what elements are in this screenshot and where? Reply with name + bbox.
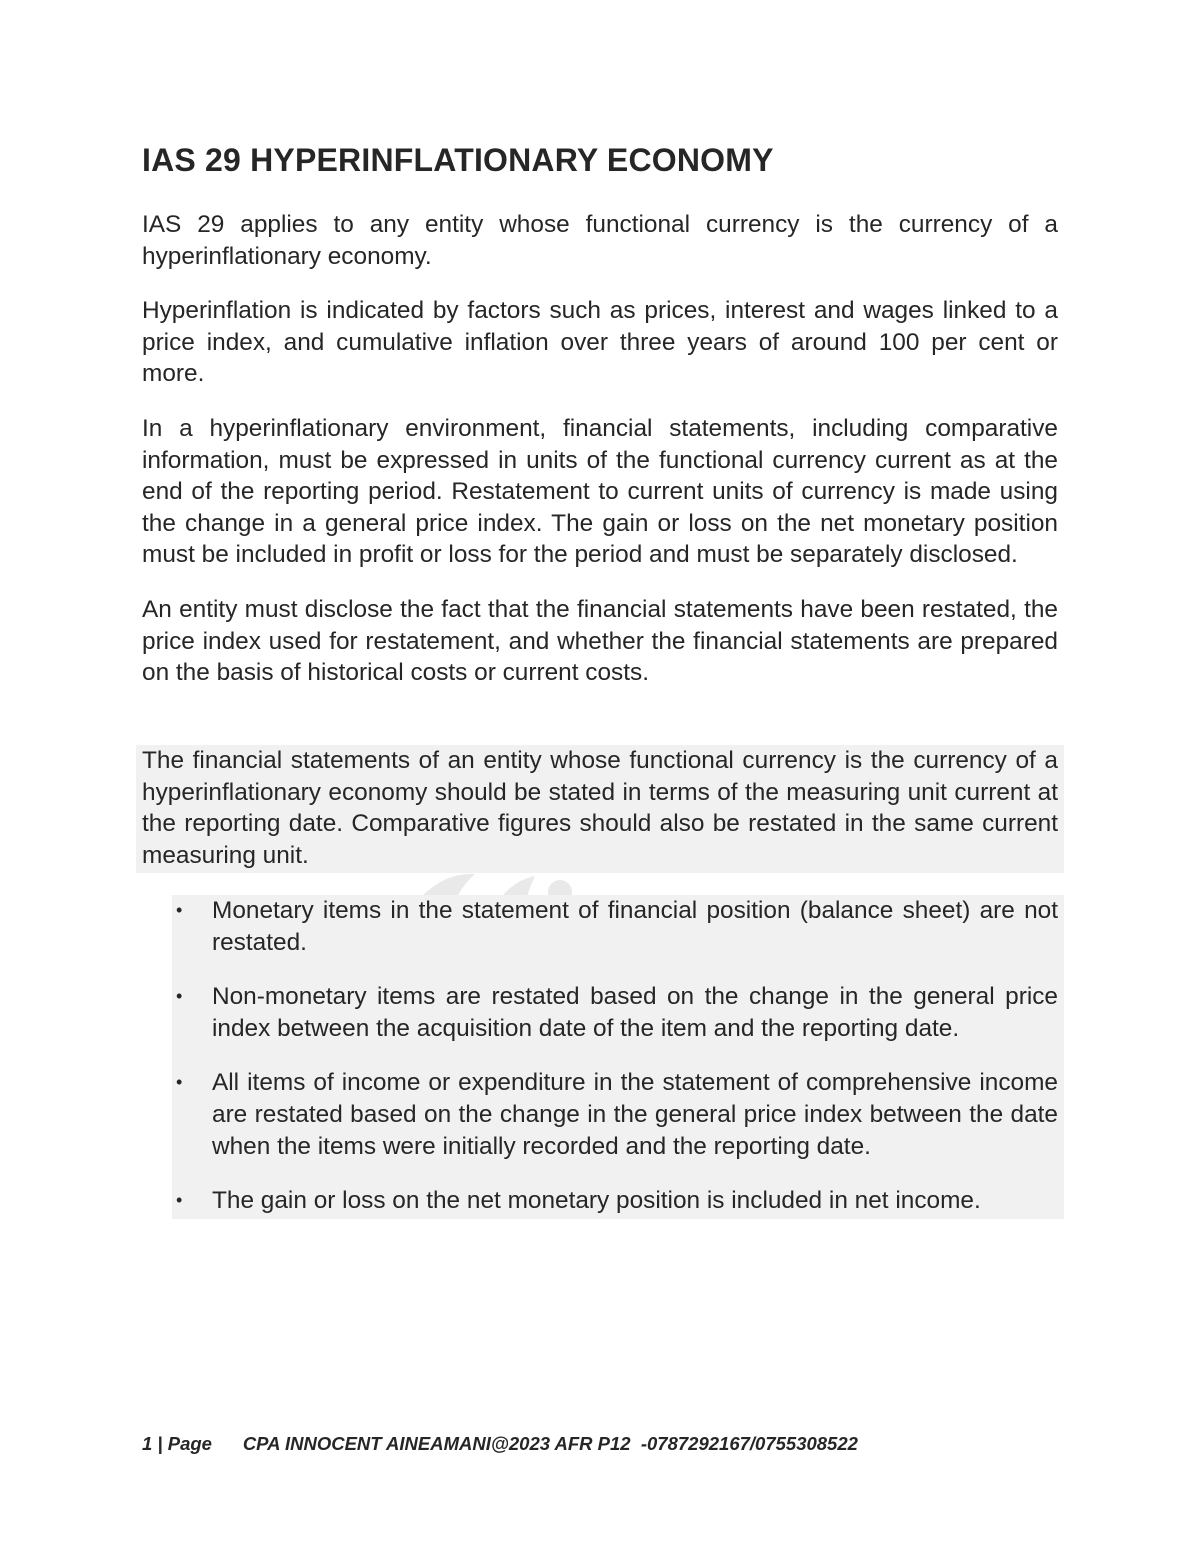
document-body	[142, 209, 1058, 712]
list-item-text: All items of income or expenditure in the statement of comprehensive income are restated based on the change in the general price index between the date when the items were initially recorded and the reporting date.	[212, 1069, 1058, 1160]
bullet-icon: •	[176, 900, 183, 920]
bullet-icon: •	[176, 986, 183, 1007]
list-item-text: Monetary items in the statement of financial position (balance sheet) are not restated.	[212, 897, 1058, 956]
list-item	[172, 895, 1058, 958]
bullet-list	[172, 895, 1064, 1219]
list-item	[172, 981, 1058, 1044]
bullet-icon: •	[176, 1190, 183, 1211]
page-number: 1 | Page	[142, 1433, 212, 1454]
list-item-text: Non-monetary items are restated based on the change in the general price index between the acquisition date of the item and the reporting date.	[212, 983, 1058, 1042]
paragraph-scope: IAS 29 applies to any entity whose functional currency is the currency of a hyperinflationary economy.	[142, 211, 1058, 270]
paragraph-restatement: In a hyperinflationary environment, financial statements, including comparative information, must be expressed in units of the functional currency current as at the end of the reporting period. Restatement to current units of currency is made using the change in a general price index. The gain or loss on the net monetary position must be included in profit or loss for the period and must be separately disclosed.	[142, 414, 1058, 569]
bullet-icon: •	[176, 1072, 183, 1093]
highlighted-block	[136, 745, 1064, 873]
list-item-text: The gain or loss on the net monetary position is included in net income.	[212, 1187, 981, 1215]
paragraph-indicators: Hyperinflation is indicated by factors such as prices, interest and wages linked to a price index, and cumulative inflation over three years of around 100 per cent or more.	[142, 297, 1058, 388]
highlighted-paragraph: The financial statements of an entity whose functional currency is the currency of a hyperinflationary economy should be stated in terms of the measuring unit current at the reporting date. Comparative figures should also be restated in the same current measuring unit.	[142, 747, 1058, 869]
list-item	[172, 1067, 1058, 1162]
paragraph-disclosure: An entity must disclose the fact that the financial statements have been restated, the price index used for restatement, and whether the financial statements are prepared on the basis of historical costs or current costs.	[142, 595, 1058, 687]
list-item	[172, 1185, 1058, 1219]
page-footer	[142, 1433, 858, 1455]
footer-author: CPA INNOCENT AINEAMANI@2023 AFR P12 -0787292167/0755308522	[242, 1433, 858, 1454]
document-title: IAS 29 HYPERINFLATIONARY ECONOMY	[142, 142, 774, 178]
